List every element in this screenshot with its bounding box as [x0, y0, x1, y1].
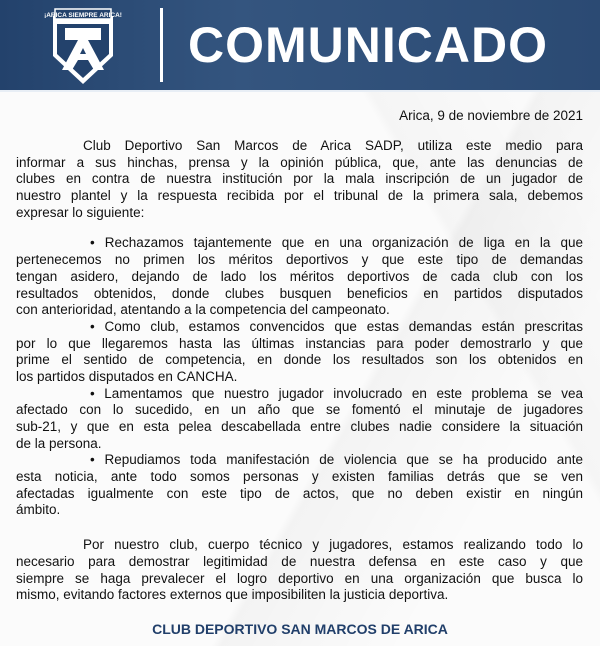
header-banner [0, 0, 600, 92]
text-line: por lo que llegaremos hasta las últimas instancias para poder demostrarlo y que [16, 335, 583, 351]
text-line: sub-21, y que en esta pelea descabellada entre clubes nadie considere la situación [16, 419, 583, 434]
text-line: Por nuestro club, cuerpo técnico y jugadores, estamos realizando todo lo [83, 537, 583, 553]
header-divider [160, 8, 163, 82]
bullet-point [16, 235, 583, 318]
text-line: mismo, evitando factores externos que imposibiliten la justicia deportiva. [16, 587, 449, 603]
text-line: • Como club, estamos convencidos que estas demandas están prescritas [90, 318, 583, 334]
text-line: Club Deportivo San Marcos de Arica SADP, utiliza este medio para [83, 138, 583, 153]
intro-paragraph [16, 138, 583, 221]
text-line: pertenecemos no primen los méritos deportivos y que este tipo de demandas [16, 252, 583, 268]
bullet-point [16, 319, 583, 386]
text-line: resultados obtenidos, donde clubes busquen beneficios en partidos disputados [16, 285, 583, 301]
text-line: • Lamentamos que nuestro jugador involucrado en este problema se vea [90, 385, 583, 401]
text-line: informar a sus hinchas, prensa y la opinión pública, que, ante las denuncias de [16, 154, 583, 170]
text-line: siempre se haga prevalecer el logro deportivo en una organización que busca lo [16, 570, 583, 586]
text-line: los partidos disputados en CANCHA. [16, 368, 238, 384]
spacer [16, 519, 583, 537]
date-line: Arica, 9 de noviembre de 2021 [399, 108, 583, 123]
text-line: necesario para demostrar legitimidad de nuestra defensa en este caso y que [16, 553, 583, 569]
text-line: nuestro plantel y la respuesta recibida por el tribunal de la primera sala, debemos [16, 188, 583, 204]
text-line: ámbito. [16, 502, 61, 518]
bullet-point [16, 386, 583, 453]
bullet-point [16, 452, 583, 519]
text-line: con anterioridad, atentando a la competencia del campeonato. [16, 302, 390, 318]
text-line: expresar lo siguiente: [16, 204, 145, 220]
closing-paragraph [16, 537, 583, 604]
spacer [16, 221, 583, 235]
text-line: tengan asidero, dejando de lado los méritos deportivos de cada club con los [16, 268, 583, 284]
signature-footer: CLUB DEPORTIVO SAN MARCOS DE ARICA [152, 621, 448, 637]
text-line: afectado con lo sucedido, en un año que se fomentó el minutaje de jugadores [16, 402, 583, 418]
statement-body [16, 138, 583, 604]
svg-text:¡ARICA SIEMPRE ARICA!: ¡ARICA SIEMPRE ARICA! [44, 12, 122, 19]
text-line: esta noticia, ante todo somos personas y existen familias detrás que se ven [16, 469, 583, 485]
page-title: COMUNICADO [188, 17, 548, 73]
text-line: prime el sentido de competencia, en donde los resultados son los obtenidos en [16, 352, 583, 368]
text-line: • Rechazamos tajantemente que en una organización de liga en la que [90, 235, 583, 251]
club-crest-logo [44, 6, 122, 86]
text-line: de la persona. [16, 435, 102, 451]
text-line: afectadas igualmente con este tipo de actos, que no deben existir en ningún [16, 485, 583, 501]
text-line: • Repudiamos toda manifestación de violencia que se ha producido ante [90, 452, 583, 468]
text-line: clubes en contra de nuestra institución por la mala inscripción de un jugador de [16, 171, 583, 187]
